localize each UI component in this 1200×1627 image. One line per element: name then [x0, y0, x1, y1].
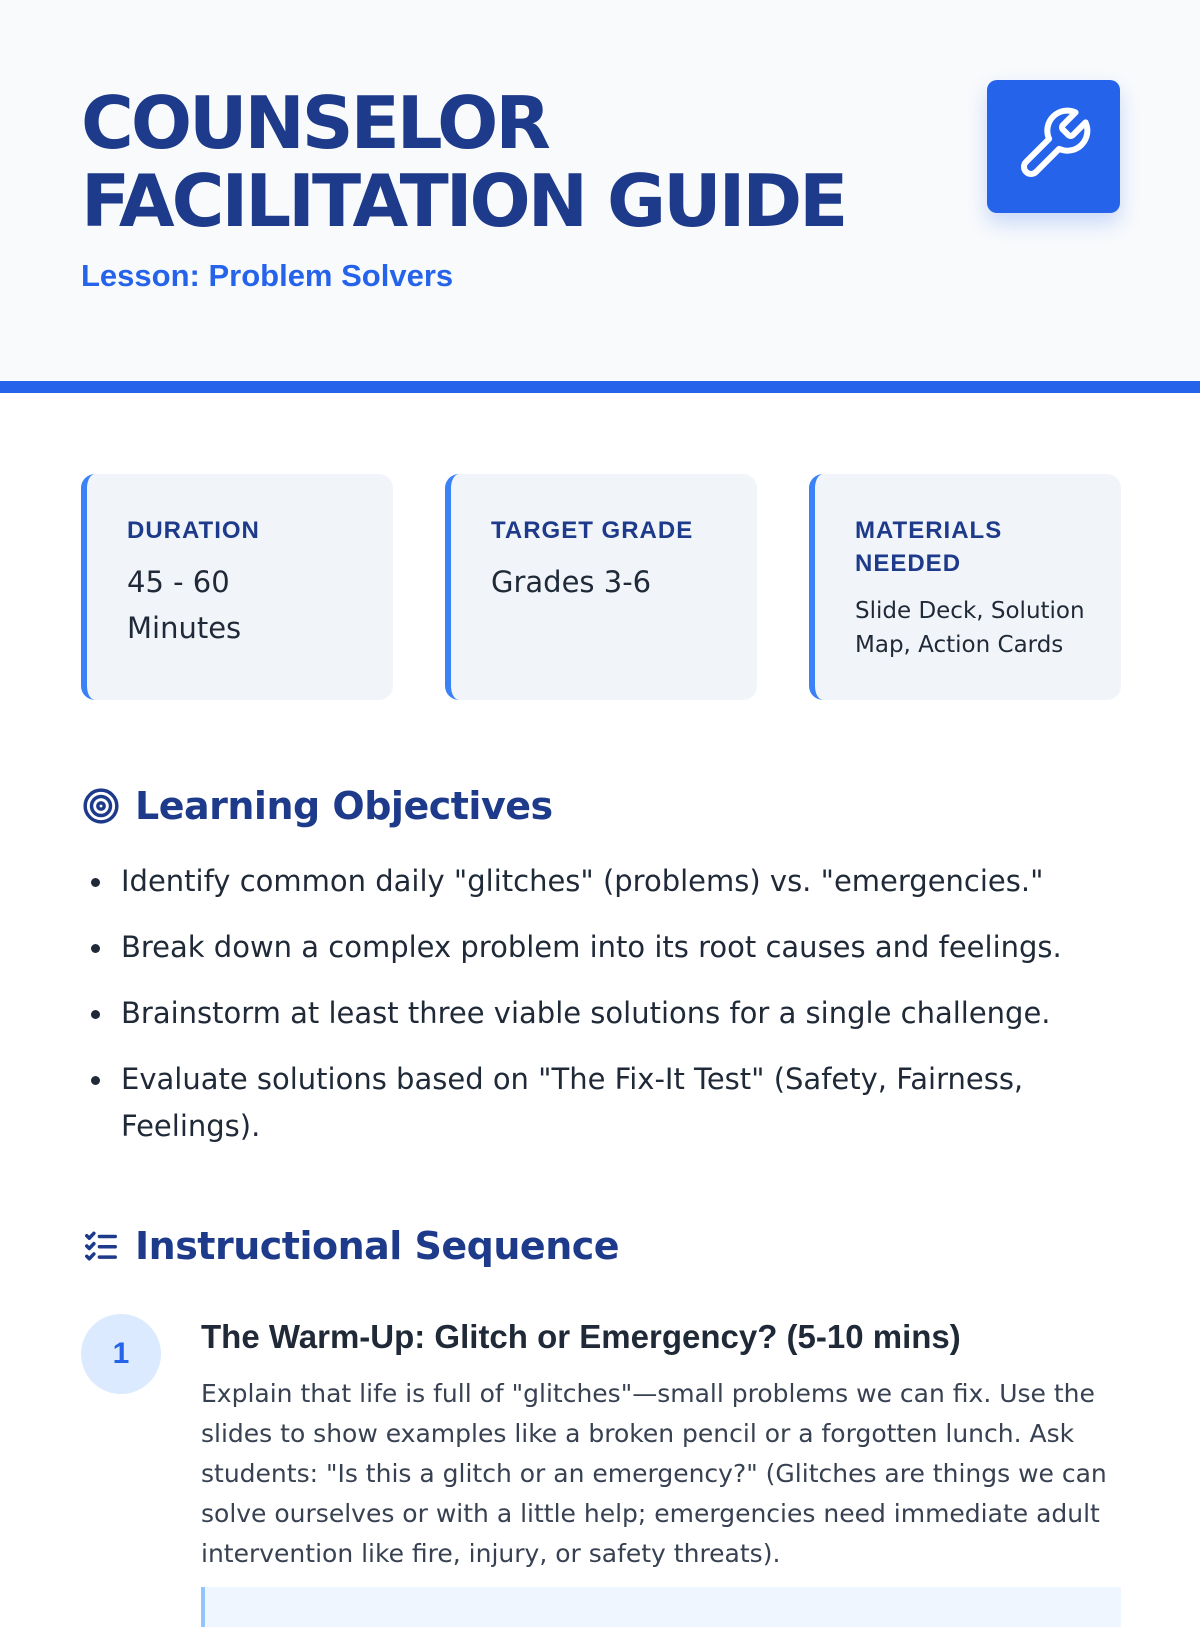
- section-title: Instructional Sequence: [135, 1224, 620, 1268]
- step-description: Explain that life is full of "glitches"—small problems we can fix. Use the slides to show examples like a broken pencil or a forgotten lunch. Ask students: "Is this a glitch or an emergency?" (Glitches are things we can solve ourselves or with a little help; emergencies need immediate adult intervention like fire, injury, or safety threats).: [201, 1379, 1107, 1568]
- section-heading-sequence: [81, 1224, 619, 1268]
- list-item: Break down a complex problem into its root causes and feelings.: [81, 924, 1121, 971]
- card-label: TARGET GRADE: [491, 517, 694, 544]
- page-header: [0, 0, 1200, 393]
- lesson-subtitle: Lesson: Problem Solvers: [81, 258, 454, 293]
- section-heading-objectives: [81, 784, 553, 828]
- info-card-duration: [81, 474, 393, 700]
- card-value: 45 - 60 Minutes: [127, 565, 242, 645]
- info-card-target-grade: [445, 474, 757, 700]
- target-icon: [81, 786, 121, 826]
- step-note-box: [201, 1587, 1121, 1627]
- card-label: MATERIALS NEEDED: [855, 517, 1003, 577]
- objectives-list: [81, 858, 1121, 1169]
- list-item: Evaluate solutions based on "The Fix-It Test" (Safety, Fairness, Feelings).: [81, 1056, 1121, 1150]
- wrench-icon: [1014, 104, 1094, 189]
- section-title: Learning Objectives: [135, 784, 553, 828]
- card-value: Slide Deck, Solution Map, Action Cards: [855, 598, 1085, 658]
- wrench-badge: [987, 80, 1120, 213]
- info-card-materials: [809, 474, 1121, 700]
- step-title: The Warm-Up: Glitch or Emergency? (5-10 mins): [201, 1318, 961, 1355]
- page-title: COUNSELOR FACILITATION GUIDE: [81, 81, 846, 243]
- step-number: 1: [81, 1314, 161, 1394]
- list-item: Identify common daily "glitches" (problems) vs. "emergencies.": [81, 858, 1121, 905]
- checklist-icon: [81, 1226, 121, 1266]
- card-value: Grades 3-6: [491, 565, 652, 599]
- list-item: Brainstorm at least three viable solutions for a single challenge.: [81, 990, 1121, 1037]
- card-label: DURATION: [127, 517, 260, 544]
